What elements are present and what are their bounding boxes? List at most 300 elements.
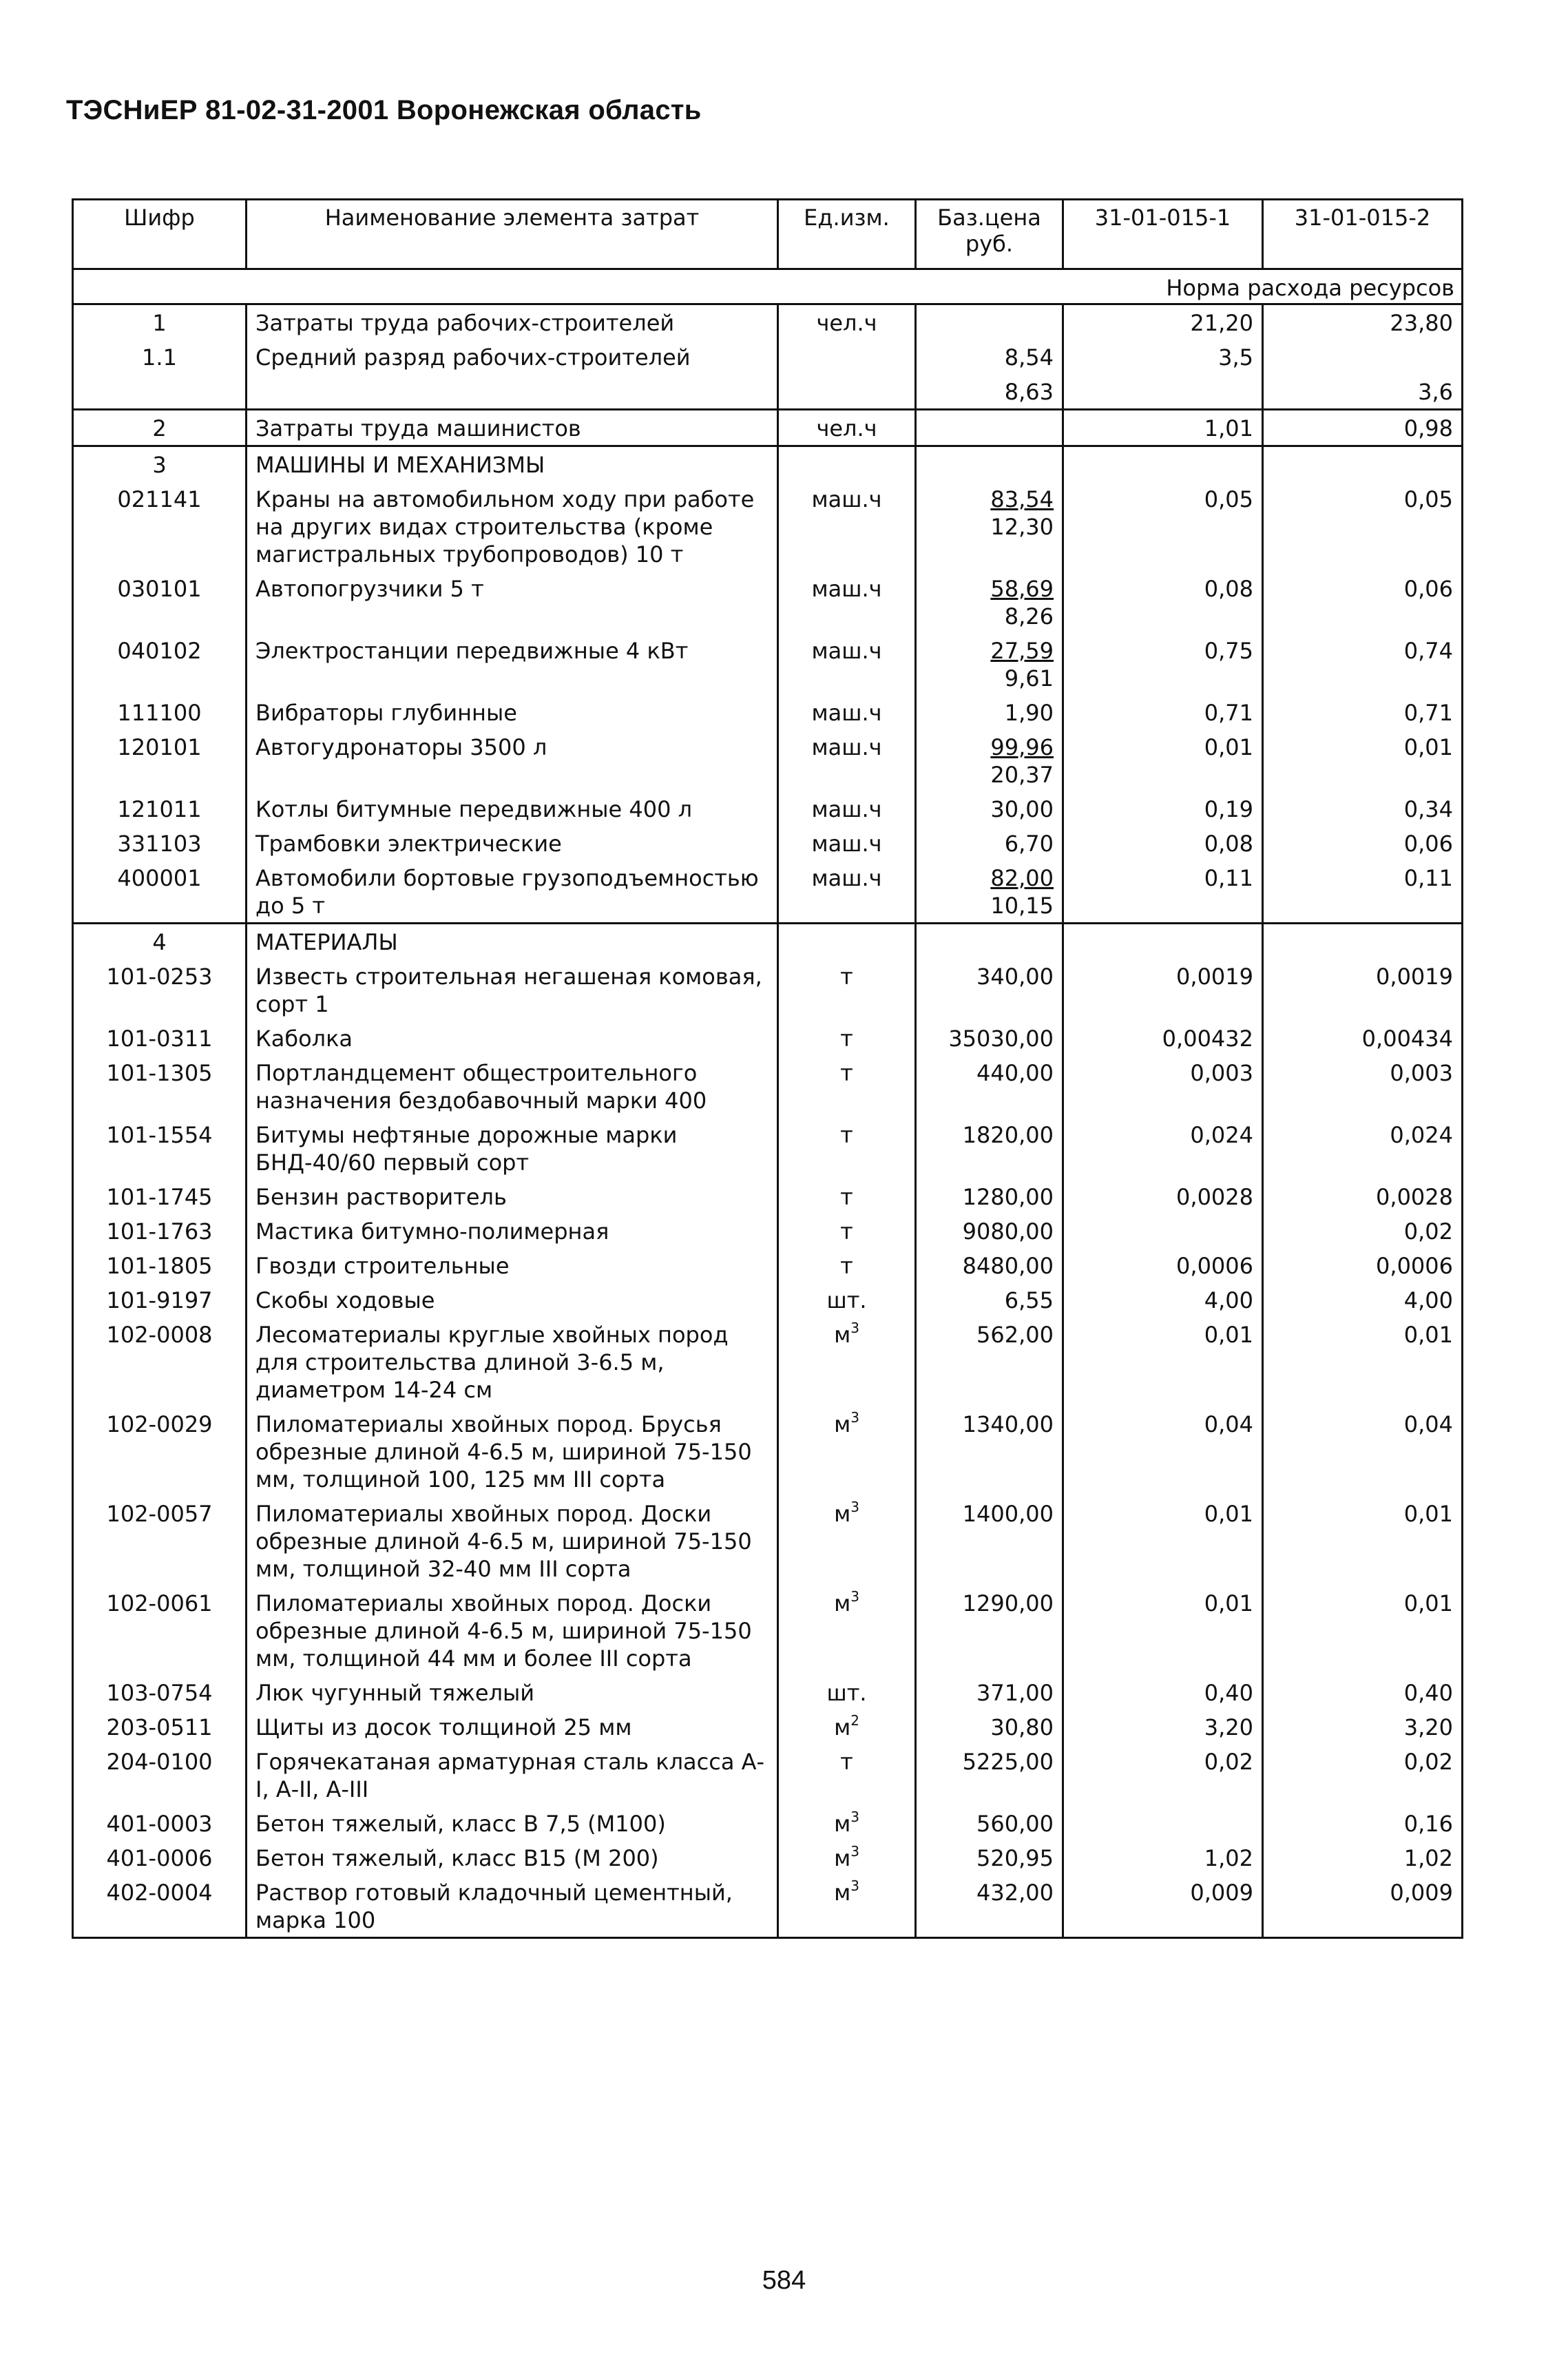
cell-norm-2: 0,01: [1263, 1317, 1463, 1406]
norma-row: [73, 269, 1463, 304]
cell-norm-2: 3,6: [1263, 374, 1463, 410]
cell-unit: [778, 1585, 916, 1675]
cell-norm-2: 0,06: [1263, 571, 1463, 633]
price-value: 1340,00: [962, 1411, 1054, 1437]
cell-name: МАШИНЫ И МЕХАНИЗМЫ: [247, 446, 778, 482]
cell-price: [916, 340, 1063, 374]
cell-norm-2: 0,0019: [1263, 959, 1463, 1021]
cell-name: Бетон тяжелый, класс В15 (М 200): [247, 1840, 778, 1875]
price-value: 520,95: [976, 1845, 1054, 1871]
cell-norm-2: 0,01: [1263, 729, 1463, 791]
unit-exponent: 3: [850, 1320, 859, 1336]
unit-text: т: [840, 1026, 853, 1052]
cell-price: [916, 410, 1063, 446]
table-row: [73, 1675, 1463, 1709]
cell-norm-2: 0,74: [1263, 633, 1463, 695]
cell-norm-1: 0,11: [1063, 860, 1263, 924]
price-value: 30,00: [990, 796, 1054, 822]
cell-price: [916, 1806, 1063, 1840]
header-price-line2: руб.: [965, 231, 1014, 257]
unit-exponent: 2: [850, 1712, 859, 1729]
cell-price: [916, 1248, 1063, 1282]
table-row: [73, 1585, 1463, 1675]
cell-unit: [778, 924, 916, 959]
cell-unit: [778, 1840, 916, 1875]
cell-code: 401-0006: [73, 1840, 247, 1875]
unit-text: маш.ч: [811, 638, 882, 664]
cell-name: МАТЕРИАЛЫ: [247, 924, 778, 959]
cell-code: 101-1554: [73, 1117, 247, 1179]
cell-code: 021141: [73, 481, 247, 571]
price-value: 6,70: [1004, 831, 1054, 857]
cell-code: 3: [73, 446, 247, 482]
cell-name: Люк чугунный тяжелый: [247, 1675, 778, 1709]
table-row: [73, 1282, 1463, 1317]
cell-code: 102-0008: [73, 1317, 247, 1406]
cell-norm-1: 0,04: [1063, 1406, 1263, 1496]
cell-norm-1: 0,0006: [1063, 1248, 1263, 1282]
cell-price: [916, 826, 1063, 860]
table-row: [73, 1021, 1463, 1055]
price-value: 371,00: [976, 1680, 1054, 1706]
cell-norm-2: 0,024: [1263, 1117, 1463, 1179]
unit-text: маш.ч: [811, 796, 882, 822]
table-row: [73, 374, 1463, 410]
table-row: [73, 860, 1463, 924]
price-value: 340,00: [976, 964, 1054, 990]
cell-unit: [778, 1179, 916, 1214]
price-value: 8,54: [1004, 344, 1054, 371]
unit-text: чел.ч: [816, 415, 877, 441]
price-value: 27,59: [990, 638, 1054, 664]
cell-norm-2: 0,0028: [1263, 1179, 1463, 1214]
cell-code: 4: [73, 924, 247, 959]
cell-norm-1: 0,003: [1063, 1055, 1263, 1117]
cell-code: [73, 374, 247, 410]
unit-exponent: 3: [850, 1499, 859, 1515]
cell-norm-2: [1263, 924, 1463, 959]
cell-price: [916, 446, 1063, 482]
cell-name: Затраты труда рабочих-строителей: [247, 304, 778, 340]
cell-unit: [778, 860, 916, 924]
cell-norm-1: 1,02: [1063, 1840, 1263, 1875]
cell-price: [916, 374, 1063, 410]
cell-code: 101-1763: [73, 1214, 247, 1248]
unit-text: м: [834, 1411, 851, 1437]
table-row: [73, 571, 1463, 633]
table-header-row: [73, 200, 1463, 269]
price-value: 5225,00: [962, 1749, 1054, 1775]
cell-price: [916, 791, 1063, 826]
price-value: 8480,00: [962, 1253, 1054, 1279]
cell-name: Вибраторы глубинные: [247, 695, 778, 729]
unit-text: т: [840, 964, 853, 990]
cell-price: [916, 1675, 1063, 1709]
cell-unit: [778, 791, 916, 826]
cell-name: Электростанции передвижные 4 кВт: [247, 633, 778, 695]
cell-price: [916, 1055, 1063, 1117]
norma-label: Норма расхода ресурсов: [73, 269, 1463, 304]
cell-price: [916, 571, 1063, 633]
price-value: 8,63: [1004, 379, 1054, 405]
price-machinist-wage: 8,26: [1004, 603, 1054, 630]
cell-code: 2: [73, 410, 247, 446]
unit-text: м: [834, 1845, 851, 1871]
table-row: [73, 1709, 1463, 1744]
unit-text: маш.ч: [811, 831, 882, 857]
cell-price: [916, 1840, 1063, 1875]
table-row: [73, 446, 1463, 482]
cell-code: 401-0003: [73, 1806, 247, 1840]
unit-text: маш.ч: [811, 700, 882, 726]
table-row: [73, 1744, 1463, 1806]
cell-unit: [778, 1021, 916, 1055]
unit-text: маш.ч: [811, 576, 882, 602]
cell-code: 1.1: [73, 340, 247, 374]
cell-name: Щиты из досок толщиной 25 мм: [247, 1709, 778, 1744]
cell-unit: [778, 1496, 916, 1585]
cell-name: Средний разряд рабочих-строителей: [247, 340, 778, 374]
cell-code: 331103: [73, 826, 247, 860]
cell-price: [916, 695, 1063, 729]
cell-name: Автопогрузчики 5 т: [247, 571, 778, 633]
cell-unit: [778, 959, 916, 1021]
cell-code: 102-0029: [73, 1406, 247, 1496]
table-row: [73, 1214, 1463, 1248]
unit-text: маш.ч: [811, 486, 882, 512]
cell-unit: [778, 1055, 916, 1117]
cell-name: Скобы ходовые: [247, 1282, 778, 1317]
table-row: [73, 1055, 1463, 1117]
resource-norms-table: [72, 198, 1463, 1939]
unit-text: маш.ч: [811, 865, 882, 891]
cell-norm-1: [1063, 374, 1263, 410]
cell-norm-2: 0,009: [1263, 1875, 1463, 1938]
cell-norm-1: [1063, 924, 1263, 959]
cell-norm-1: 0,71: [1063, 695, 1263, 729]
cell-norm-2: 0,05: [1263, 481, 1463, 571]
header-norm-2: 31-01-015-2: [1263, 200, 1463, 269]
unit-exponent: 3: [850, 1809, 859, 1825]
document-title: ТЭСНиЕР 81-02-31-2001 Воронежская область: [66, 95, 702, 125]
cell-norm-1: 0,0028: [1063, 1179, 1263, 1214]
table-row: [73, 1496, 1463, 1585]
cell-norm-2: 0,11: [1263, 860, 1463, 924]
unit-text: м: [834, 1714, 851, 1740]
cell-name: Краны на автомобильном ходу при работе на других видах строительства (кроме магистральных трубопроводов) 10 т: [247, 481, 778, 571]
unit-text: м: [834, 1590, 851, 1616]
cell-norm-1: 1,01: [1063, 410, 1263, 446]
price-value: 83,54: [990, 486, 1054, 512]
price-value: 9080,00: [962, 1218, 1054, 1245]
cell-norm-2: 0,16: [1263, 1806, 1463, 1840]
table-row: [73, 304, 1463, 340]
cell-norm-2: 0,01: [1263, 1496, 1463, 1585]
price-machinist-wage: 12,30: [990, 514, 1054, 540]
table-row: [73, 1806, 1463, 1840]
cell-norm-2: 0,71: [1263, 695, 1463, 729]
unit-text: т: [840, 1060, 853, 1086]
cell-price: [916, 1709, 1063, 1744]
cell-name: Затраты труда машинистов: [247, 410, 778, 446]
cell-price: [916, 860, 1063, 924]
cell-name: Автогудронаторы 3500 л: [247, 729, 778, 791]
cell-unit: [778, 304, 916, 340]
unit-exponent: 3: [850, 1409, 859, 1426]
cell-price: [916, 1317, 1063, 1406]
cell-price: [916, 729, 1063, 791]
header-price: [916, 200, 1063, 269]
cell-norm-1: [1063, 446, 1263, 482]
price-value: 1820,00: [962, 1122, 1054, 1148]
cell-name: Автомобили бортовые грузоподъемностью до 5 т: [247, 860, 778, 924]
cell-norm-2: 0,34: [1263, 791, 1463, 826]
cell-name: Известь строительная негашеная комовая, сорт 1: [247, 959, 778, 1021]
price-value: 1,90: [1004, 700, 1054, 726]
cell-norm-1: [1063, 1806, 1263, 1840]
cell-norm-2: 0,06: [1263, 826, 1463, 860]
unit-text: маш.ч: [811, 734, 882, 760]
cell-norm-1: 0,02: [1063, 1744, 1263, 1806]
cell-name: Битумы нефтяные дорожные марки БНД-40/60 первый сорт: [247, 1117, 778, 1179]
table-body: [73, 304, 1463, 1938]
price-value: 560,00: [976, 1811, 1054, 1837]
cell-price: [916, 1496, 1063, 1585]
cell-price: [916, 1282, 1063, 1317]
cell-name: Мастика битумно-полимерная: [247, 1214, 778, 1248]
unit-text: м: [834, 1322, 851, 1348]
cell-name: Портландцемент общестроительного назначения бездобавочный марки 400: [247, 1055, 778, 1117]
price-value: 1280,00: [962, 1184, 1054, 1210]
cell-norm-1: 0,024: [1063, 1117, 1263, 1179]
unit-exponent: 3: [850, 1843, 859, 1860]
cell-name: Гвозди строительные: [247, 1248, 778, 1282]
cell-unit: [778, 410, 916, 446]
cell-norm-2: 23,80: [1263, 304, 1463, 340]
cell-code: 103-0754: [73, 1675, 247, 1709]
cell-name: Бензин растворитель: [247, 1179, 778, 1214]
cell-name: Горячекатаная арматурная сталь класса А-I, А-II, А-III: [247, 1744, 778, 1806]
table-row: [73, 695, 1463, 729]
cell-unit: [778, 1317, 916, 1406]
cell-norm-1: 3,20: [1063, 1709, 1263, 1744]
cell-norm-2: [1263, 446, 1463, 482]
cell-norm-2: 0,40: [1263, 1675, 1463, 1709]
table-row: [73, 410, 1463, 446]
cell-norm-1: 21,20: [1063, 304, 1263, 340]
cell-norm-1: 0,00432: [1063, 1021, 1263, 1055]
cell-norm-2: 4,00: [1263, 1282, 1463, 1317]
cell-norm-2: 0,02: [1263, 1214, 1463, 1248]
cell-name: Лесоматериалы круглые хвойных пород для строительства длиной 3-6.5 м, диаметром 14-24 см: [247, 1317, 778, 1406]
cell-unit: [778, 729, 916, 791]
cell-name: Бетон тяжелый, класс В 7,5 (М100): [247, 1806, 778, 1840]
unit-text: шт.: [826, 1287, 867, 1313]
cell-unit: [778, 1744, 916, 1806]
table-row: [73, 1406, 1463, 1496]
cell-code: 040102: [73, 633, 247, 695]
cell-norm-1: 4,00: [1063, 1282, 1263, 1317]
cell-norm-2: 3,20: [1263, 1709, 1463, 1744]
page-number: 584: [762, 2266, 806, 2295]
header-price-line1: Баз.цена: [937, 205, 1041, 231]
cell-norm-1: 3,5: [1063, 340, 1263, 374]
price-value: 35030,00: [948, 1026, 1054, 1052]
cell-code: 400001: [73, 860, 247, 924]
price-value: 30,80: [990, 1714, 1054, 1740]
cell-unit: [778, 1675, 916, 1709]
cell-code: 030101: [73, 571, 247, 633]
cell-norm-2: [1263, 340, 1463, 374]
price-value: 1290,00: [962, 1590, 1054, 1616]
cell-code: 101-0311: [73, 1021, 247, 1055]
header-name: Наименование элемента затрат: [247, 200, 778, 269]
cell-price: [916, 1214, 1063, 1248]
cell-norm-2: 0,0006: [1263, 1248, 1463, 1282]
cell-name: Каболка: [247, 1021, 778, 1055]
cell-code: 204-0100: [73, 1744, 247, 1806]
unit-text: чел.ч: [816, 310, 877, 336]
cell-norm-2: 0,02: [1263, 1744, 1463, 1806]
cell-norm-1: 0,05: [1063, 481, 1263, 571]
cell-norm-2: 0,00434: [1263, 1021, 1463, 1055]
table-row: [73, 1117, 1463, 1179]
cell-price: [916, 1021, 1063, 1055]
cell-norm-2: 0,98: [1263, 410, 1463, 446]
cell-norm-1: 0,40: [1063, 1675, 1263, 1709]
cell-name: Раствор готовый кладочный цементный, марка 100: [247, 1875, 778, 1938]
table-row: [73, 1840, 1463, 1875]
header-norm-1: 31-01-015-1: [1063, 200, 1263, 269]
cell-unit: [778, 633, 916, 695]
cell-norm-1: 0,009: [1063, 1875, 1263, 1938]
cell-name: Пиломатериалы хвойных пород. Брусья обрезные длиной 4-6.5 м, шириной 75-150 мм, толщиной 100, 125 мм III сорта: [247, 1406, 778, 1496]
cell-code: 120101: [73, 729, 247, 791]
cell-unit: [778, 446, 916, 482]
cell-price: [916, 1875, 1063, 1938]
cell-code: 102-0057: [73, 1496, 247, 1585]
cell-code: 101-1745: [73, 1179, 247, 1214]
price-value: 1400,00: [962, 1501, 1054, 1527]
table-row: [73, 1248, 1463, 1282]
cell-code: 101-1805: [73, 1248, 247, 1282]
cell-norm-2: 1,02: [1263, 1840, 1463, 1875]
cell-code: 1: [73, 304, 247, 340]
unit-text: т: [840, 1218, 853, 1245]
cell-price: [916, 1406, 1063, 1496]
unit-exponent: 3: [850, 1878, 859, 1894]
cell-price: [916, 633, 1063, 695]
cell-norm-1: 0,01: [1063, 1496, 1263, 1585]
cell-code: 121011: [73, 791, 247, 826]
unit-text: шт.: [826, 1680, 867, 1706]
table-row: [73, 826, 1463, 860]
table-row: [73, 959, 1463, 1021]
unit-text: м: [834, 1501, 851, 1527]
cell-price: [916, 959, 1063, 1021]
unit-text: т: [840, 1184, 853, 1210]
unit-text: т: [840, 1253, 853, 1279]
cell-unit: [778, 1282, 916, 1317]
cell-norm-2: 0,04: [1263, 1406, 1463, 1496]
cell-price: [916, 1744, 1063, 1806]
cell-unit: [778, 1248, 916, 1282]
price-value: 82,00: [990, 865, 1054, 891]
cell-unit: [778, 826, 916, 860]
table-row: [73, 633, 1463, 695]
cell-name: Котлы битумные передвижные 400 л: [247, 791, 778, 826]
unit-text: т: [840, 1749, 853, 1775]
cell-norm-1: 0,01: [1063, 1317, 1263, 1406]
table-row: [73, 481, 1463, 571]
table-row: [73, 729, 1463, 791]
cell-unit: [778, 374, 916, 410]
price-value: 562,00: [976, 1322, 1054, 1348]
cell-unit: [778, 571, 916, 633]
cell-unit: [778, 340, 916, 374]
cell-code: 203-0511: [73, 1709, 247, 1744]
header-code: Шифр: [73, 200, 247, 269]
cell-price: [916, 481, 1063, 571]
cell-price: [916, 924, 1063, 959]
cell-norm-1: 0,0019: [1063, 959, 1263, 1021]
cell-name: Пиломатериалы хвойных пород. Доски обрезные длиной 4-6.5 м, шириной 75-150 мм, толщиной 44 мм и более III сорта: [247, 1585, 778, 1675]
cell-unit: [778, 1406, 916, 1496]
cell-name: [247, 374, 778, 410]
cell-unit: [778, 1875, 916, 1938]
table-row: [73, 1179, 1463, 1214]
price-machinist-wage: 9,61: [1004, 665, 1054, 691]
cell-norm-1: 0,75: [1063, 633, 1263, 695]
cell-norm-2: 0,01: [1263, 1585, 1463, 1675]
table-row: [73, 340, 1463, 374]
cell-price: [916, 1585, 1063, 1675]
price-value: 99,96: [990, 734, 1054, 760]
unit-text: м: [834, 1880, 851, 1906]
cell-norm-1: 0,08: [1063, 826, 1263, 860]
cell-price: [916, 1179, 1063, 1214]
cell-price: [916, 1117, 1063, 1179]
cell-norm-1: 0,08: [1063, 571, 1263, 633]
cell-code: 101-1305: [73, 1055, 247, 1117]
cell-name: Трамбовки электрические: [247, 826, 778, 860]
cell-name: Пиломатериалы хвойных пород. Доски обрезные длиной 4-6.5 м, шириной 75-150 мм, толщиной 32-40 мм III сорта: [247, 1496, 778, 1585]
cell-unit: [778, 481, 916, 571]
unit-text: м: [834, 1811, 851, 1837]
cell-code: 402-0004: [73, 1875, 247, 1938]
cell-norm-1: 0,01: [1063, 1585, 1263, 1675]
cell-code: 102-0061: [73, 1585, 247, 1675]
cell-unit: [778, 695, 916, 729]
price-value: 58,69: [990, 576, 1054, 602]
price-value: 6,55: [1004, 1287, 1054, 1313]
cell-unit: [778, 1214, 916, 1248]
cell-norm-1: 0,19: [1063, 791, 1263, 826]
unit-exponent: 3: [850, 1588, 859, 1605]
price-machinist-wage: 20,37: [990, 762, 1054, 788]
cell-unit: [778, 1117, 916, 1179]
cell-norm-1: 0,01: [1063, 729, 1263, 791]
cell-norm-1: [1063, 1214, 1263, 1248]
cell-unit: [778, 1806, 916, 1840]
table-row: [73, 791, 1463, 826]
price-value: 432,00: [976, 1880, 1054, 1906]
table-row: [73, 924, 1463, 959]
cell-unit: [778, 1709, 916, 1744]
table-row: [73, 1875, 1463, 1938]
cell-code: 111100: [73, 695, 247, 729]
unit-text: т: [840, 1122, 853, 1148]
